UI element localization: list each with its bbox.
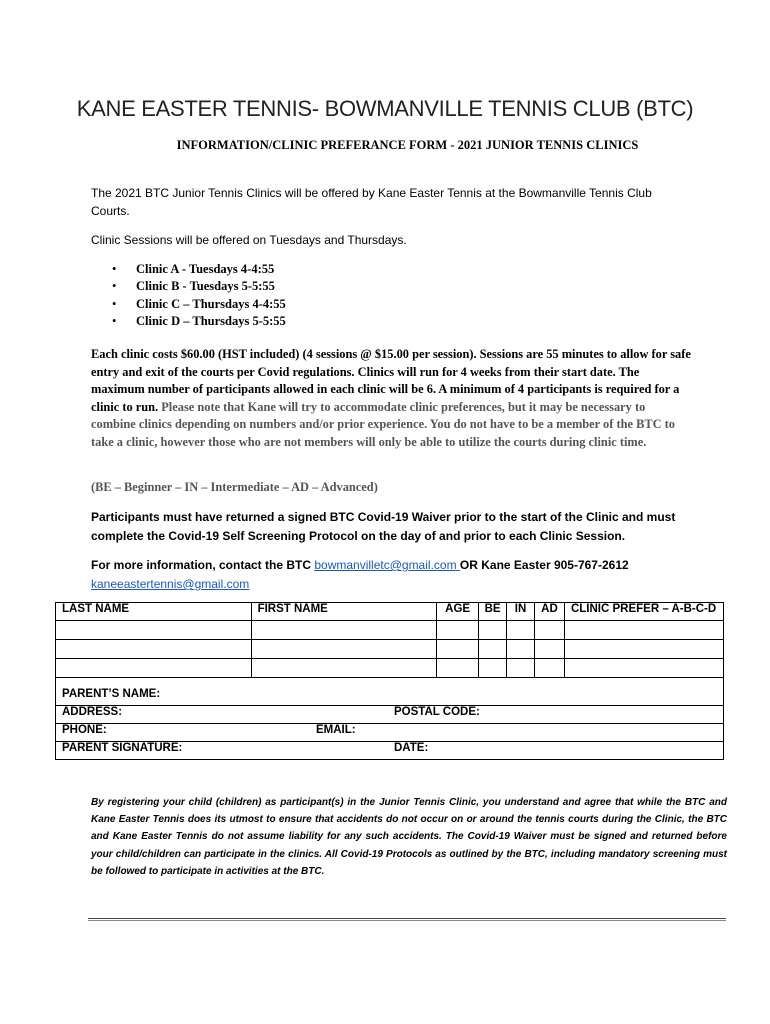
age-cell[interactable] xyxy=(437,659,479,678)
parent-name-label: PARENT’S NAME: xyxy=(62,688,161,700)
first-name-cell[interactable] xyxy=(251,659,437,678)
phone-row xyxy=(56,724,724,742)
contact-info xyxy=(91,556,711,594)
be-cell[interactable] xyxy=(479,640,507,659)
liability-disclaimer: By registering your child (children) as participant(s) in the Junior Tennis Clinic, you understand and agree that while the BTC and Kane Easter Tennis does its utmost to ensure that accidents do not occur on or around the tennis courts during the Clinic, the BTC and Kane Easter Tennis do not assume liability for any such accidents. The Covid-19 Waiver must be signed and returned before your child/children can participate in the clinics. All Covid-19 Protocols as outlined by the BTC, including mandatory screening must be followed to participate in activities at the BTC. xyxy=(91,797,727,877)
last-name-cell[interactable] xyxy=(56,621,252,640)
in-cell[interactable] xyxy=(507,640,535,659)
first-name-cell[interactable] xyxy=(251,640,437,659)
clinic-item-b: • Clinic B - Tuesdays 5-5:55 xyxy=(110,278,286,295)
age-cell[interactable] xyxy=(437,640,479,659)
cost-note-text: Please note that Kane will try to accommodate clinic preferences, but it may be necessary to combine clinics depending on numbers and/or prior experience. You do not have to be a member of the BTC to take a clinic, however those who are not members will only be able to utilize the courts during clinic time. xyxy=(91,399,675,449)
registration-table xyxy=(55,602,724,760)
table-header-row xyxy=(56,603,724,621)
ad-cell[interactable] xyxy=(535,621,565,640)
clinic-prefer-cell[interactable] xyxy=(564,621,723,640)
address-label: ADDRESS: xyxy=(62,706,123,718)
address-row xyxy=(56,706,724,724)
form-subtitle: INFORMATION/CLINIC PREFERANCE FORM - 2021 JUNIOR TENNIS CLINICS xyxy=(176,138,639,152)
footer-divider xyxy=(88,918,726,921)
parent-name-row xyxy=(56,688,724,706)
page-title: KANE EASTER TENNIS- BOWMANVILLE TENNIS CLUB (BTC) xyxy=(76,96,694,121)
header-clinic-prefer: CLINIC PREFER – A-B-C-D xyxy=(564,603,723,621)
header-be: BE xyxy=(479,603,507,621)
last-name-cell[interactable] xyxy=(56,659,252,678)
ad-cell[interactable] xyxy=(535,640,565,659)
clinic-prefer-cell[interactable] xyxy=(564,640,723,659)
age-cell[interactable] xyxy=(437,621,479,640)
table-row xyxy=(56,640,724,659)
last-name-cell[interactable] xyxy=(56,640,252,659)
level-legend: (BE – Beginner – IN – Intermediate – AD – Advanced) xyxy=(91,480,378,494)
phone-label: PHONE: xyxy=(62,724,107,736)
header-last-name: LAST NAME xyxy=(56,603,252,621)
address-field[interactable] xyxy=(56,706,724,724)
header-ad: AD xyxy=(535,603,565,621)
contact-prefix: For more information, contact the BTC xyxy=(91,558,315,572)
be-cell[interactable] xyxy=(479,621,507,640)
table-spacer-row xyxy=(56,678,724,689)
cost-main-text: Each clinic costs $60.00 (HST included) (4 sessions @ $15.00 per session). Sessions are 55 minutes to allow for safe entry and exit of the courts per Covid regulations. Clinics will run for 4 weeks from their start date. The maximum number of participants allowed in each clinic will be 6. A minimum of 4 participants is required for a clinic to run. xyxy=(91,347,691,414)
first-name-cell[interactable] xyxy=(251,621,437,640)
date-label: DATE: xyxy=(394,742,429,754)
sessions-note: Clinic Sessions will be offered on Tuesdays and Thursdays. xyxy=(91,233,407,247)
btc-email-link[interactable]: bowmanvilletc@gmail.com xyxy=(314,558,460,572)
clinic-item-a: • Clinic A - Tuesdays 4-4:55 xyxy=(110,261,286,278)
parent-signature-label: PARENT SIGNATURE: xyxy=(62,742,183,754)
table-row xyxy=(56,659,724,678)
phone-field[interactable] xyxy=(56,724,724,742)
intro-paragraph: The 2021 BTC Junior Tennis Clinics will be offered by Kane Easter Tennis at the Bowmanville Tennis Club Courts. xyxy=(91,186,652,218)
contact-kane-phone: OR Kane Easter 905-767-2612 xyxy=(459,558,629,572)
email-label: EMAIL: xyxy=(316,724,356,736)
header-first-name: FIRST NAME xyxy=(251,603,437,621)
clinic-item-d: • Clinic D – Thursdays 5-5:55 xyxy=(110,313,286,330)
kane-email-link[interactable]: kaneeastertennis@gmail.com xyxy=(91,577,250,591)
in-cell[interactable] xyxy=(507,621,535,640)
parent-name-field[interactable] xyxy=(56,688,724,706)
ad-cell[interactable] xyxy=(535,659,565,678)
cost-paragraph xyxy=(91,346,691,452)
be-cell[interactable] xyxy=(479,659,507,678)
header-age: AGE xyxy=(437,603,479,621)
spacer-cell xyxy=(56,678,724,689)
clinic-list xyxy=(110,261,286,330)
table-row xyxy=(56,621,724,640)
in-cell[interactable] xyxy=(507,659,535,678)
clinic-item-c: • Clinic C – Thursdays 4-4:55 xyxy=(110,296,286,313)
header-in: IN xyxy=(507,603,535,621)
postal-code-label: POSTAL CODE: xyxy=(394,706,480,718)
signature-row xyxy=(56,742,724,760)
clinic-prefer-cell[interactable] xyxy=(564,659,723,678)
waiver-notice: Participants must have returned a signed BTC Covid-19 Waiver prior to the start of the Clinic and must complete the Covid-19 Self Screening Protocol on the day of and prior to each Clinic Session. xyxy=(91,510,676,543)
signature-field[interactable] xyxy=(56,742,724,760)
